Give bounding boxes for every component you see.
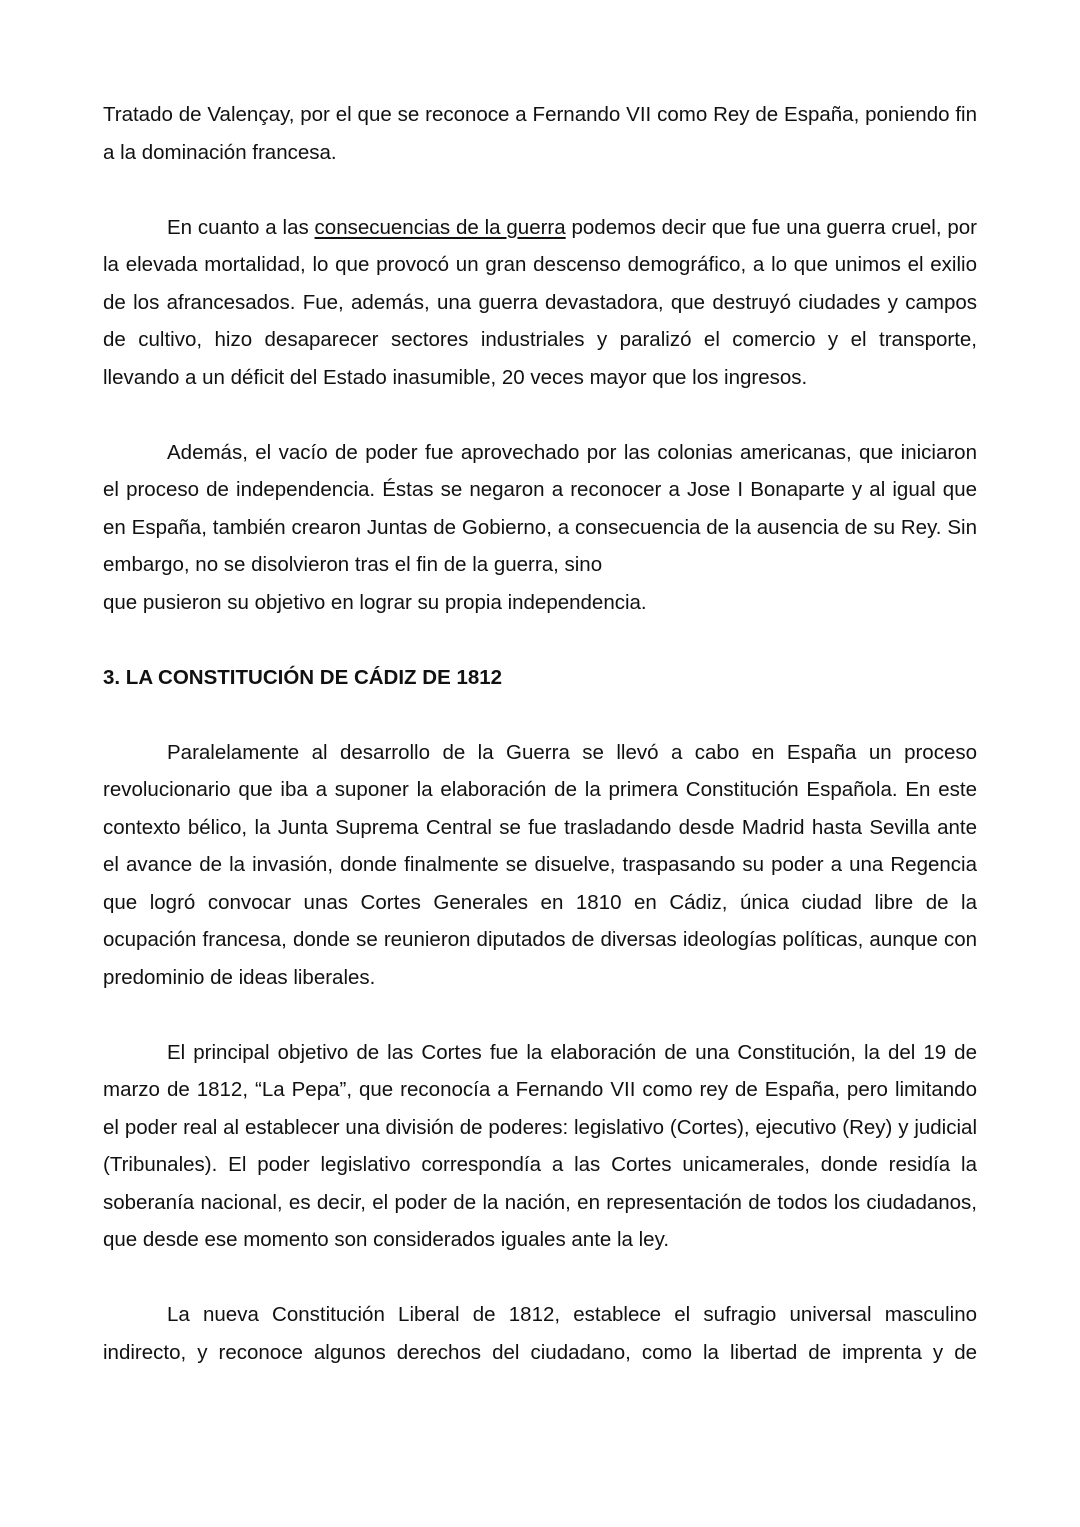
paragraph-colonies-tail: que pusieron su objetivo en lograr su propia independencia. xyxy=(103,590,647,614)
paragraph-revolution: Paralelamente al desarrollo de la Guerra se llevó a cabo en España un proceso revolucionario que iba a suponer la elaboración de la primera Constitución Española. En este contexto bélico, la Junta Suprema Central se fue trasladando desde Madrid hasta Sevilla ante el avance de la invasión, donde finalmente se disuelve, traspasando su poder a una Regencia que logró convocar unas Cortes Generales en 1810 en Cádiz, única ciudad libre de la ocupación francesa, donde se reunieron diputados de diversas ideologías políticas, aunque con predominio de ideas liberales. xyxy=(103,740,977,989)
paragraph-consequences-intro: En cuanto a las xyxy=(167,215,315,239)
paragraph-consequences xyxy=(103,209,977,397)
paragraph-constitution-objective: El principal objetivo de las Cortes fue la elaboración de una Constitución, la del 19 de marzo de 1812, “La Pepa”, que reconocía a Fernando VII como rey de España, pero limitando el poder real al establecer una división de poderes: legislativo (Cortes), ejecutivo (Rey) y judicial (Tribunales). El poder legislativo correspondía a las Cortes unicamerales, donde residía la soberanía nacional, es decir, el poder de la nación, en representación de todos los ciudadanos, que desde ese momento son considerados iguales ante la ley. xyxy=(103,1040,977,1251)
underlined-phrase: consecuencias de la guerra xyxy=(314,215,566,239)
paragraph-colonies: Además, el vacío de poder fue aprovechado por las colonias americanas, que iniciaron el proceso de independencia. Éstas se negaron a reconocer a Jose I Bonaparte y al igual que en España, también crearon Juntas de Gobierno, a consecuencia de la ausencia de su Rey. Sin embargo, no se disolvieron tras el fin de la guerra, sino xyxy=(103,440,977,576)
paragraph-consequences-body: podemos decir que fue una guerra cruel, por la elevada mortalidad, lo que provocó un gran descenso demográfico, a lo que unimos el exilio de los afrancesados. Fue, además, una guerra devastadora, que destruyó ciudades y campos de cultivo, hizo desaparecer sectores industriales y paralizó el comercio y el transporte, llevando a un déficit del Estado inasumible, 20 veces mayor que los ingresos. xyxy=(103,215,977,389)
paragraph-valencay: Tratado de Valençay, por el que se reconoce a Fernando VII como Rey de España, poniendo fin a la dominación francesa. xyxy=(103,103,977,164)
section-heading: 3. LA CONSTITUCIÓN DE CÁDIZ DE 1812 xyxy=(103,665,503,689)
paragraph-suffrage: La nueva Constitución Liberal de 1812, establece el sufragio universal masculino indirecto, y reconoce algunos derechos del ciudadano, como la libertad de imprenta y de xyxy=(103,1303,977,1364)
document-page xyxy=(103,96,977,1371)
